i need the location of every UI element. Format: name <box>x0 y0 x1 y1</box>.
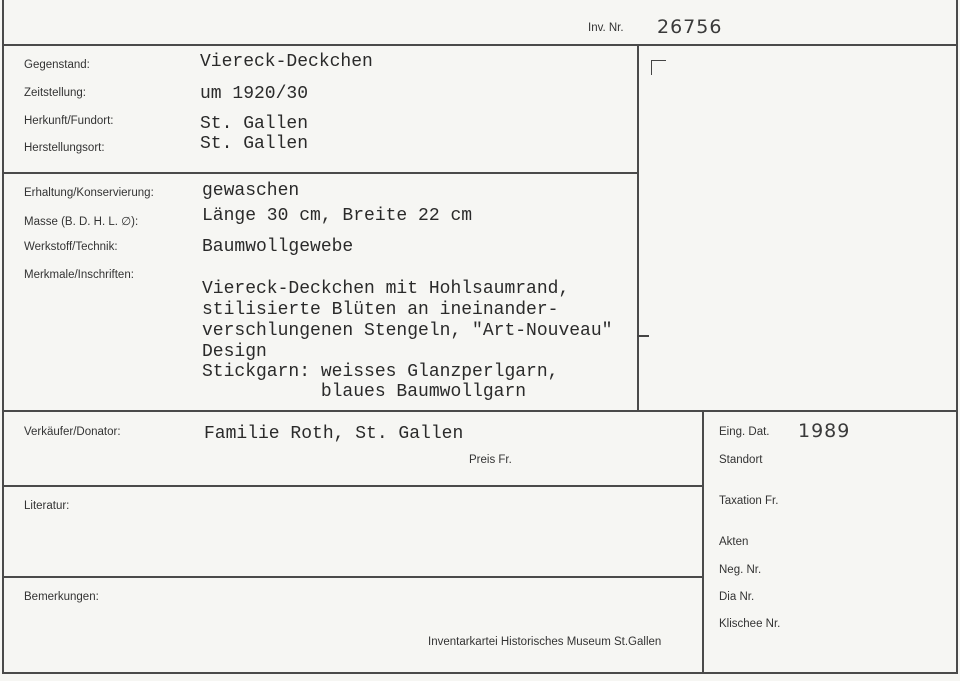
left-border <box>2 44 4 674</box>
tick-mark <box>637 335 649 337</box>
merkmale-line: stilisierte Blüten an ineinander- <box>202 300 559 320</box>
section3-divider <box>2 485 702 487</box>
herkunft-label: Herkunft/Fundort: <box>24 115 114 127</box>
herstellungsort-label: Herstellungsort: <box>24 142 105 154</box>
erhaltung-value: gewaschen <box>202 181 300 201</box>
literatur-label: Literatur: <box>24 500 70 512</box>
inv-nr-label: Inv. Nr. <box>588 22 624 34</box>
eing-dat-label: Eing. Dat. <box>719 426 770 438</box>
corner-mark <box>651 60 666 75</box>
right-border <box>956 0 958 674</box>
standort-label: Standort <box>719 454 763 466</box>
merkmale-line: blaues Baumwollgarn <box>202 382 527 402</box>
klischee-nr-label: Klischee Nr. <box>719 618 781 630</box>
section4-divider <box>2 576 702 578</box>
masse-label: Masse (B. D. H. L. ∅): <box>24 216 139 228</box>
middle-vertical <box>637 44 639 411</box>
neg-nr-label: Neg. Nr. <box>719 564 762 576</box>
merkmale-line: verschlungenen Stengeln, "Art-Nouveau" <box>202 321 613 341</box>
verkaeufer-value: Familie Roth, St. Gallen <box>204 424 464 444</box>
merkmale-line: Design <box>202 342 267 362</box>
merkmale-line: Viereck-Deckchen mit Hohlsaumrand, <box>202 279 570 299</box>
preis-label: Preis Fr. <box>469 454 512 466</box>
masse-value: Länge 30 cm, Breite 22 cm <box>202 206 473 226</box>
section2-divider <box>2 410 957 412</box>
merkmale-line: Stickgarn: weisses Glanzperlgarn, <box>202 362 559 382</box>
werkstoff-value: Baumwollgewebe <box>202 237 354 257</box>
werkstoff-label: Werkstoff/Technik: <box>24 241 118 253</box>
eing-dat-value: 1989 <box>798 420 851 442</box>
akten-label: Akten <box>719 536 749 548</box>
right-vertical <box>702 410 704 673</box>
merkmale-label: Merkmale/Inschriften: <box>24 269 134 281</box>
herstellungsort-value: St. Gallen <box>200 134 309 154</box>
gegenstand-value: Viereck-Deckchen <box>200 52 373 72</box>
verkaeufer-label: Verkäufer/Donator: <box>24 426 121 438</box>
taxation-label: Taxation Fr. <box>719 495 779 507</box>
bottom-border <box>2 672 957 674</box>
header-divider <box>2 44 958 46</box>
gegenstand-label: Gegenstand: <box>24 59 90 71</box>
zeitstellung-label: Zeitstellung: <box>24 87 87 99</box>
erhaltung-label: Erhaltung/Konservierung: <box>24 187 154 199</box>
footer-imprint: Inventarkartei Historisches Museum St.Gallen <box>428 636 662 648</box>
bemerkungen-label: Bemerkungen: <box>24 591 99 603</box>
zeitstellung-value: um 1920/30 <box>200 84 309 104</box>
section1-divider <box>2 172 638 174</box>
top-edge-left <box>2 0 4 45</box>
herkunft-value: St. Gallen <box>200 114 309 134</box>
inv-nr-value: 26756 <box>657 16 723 38</box>
dia-nr-label: Dia Nr. <box>719 591 755 603</box>
